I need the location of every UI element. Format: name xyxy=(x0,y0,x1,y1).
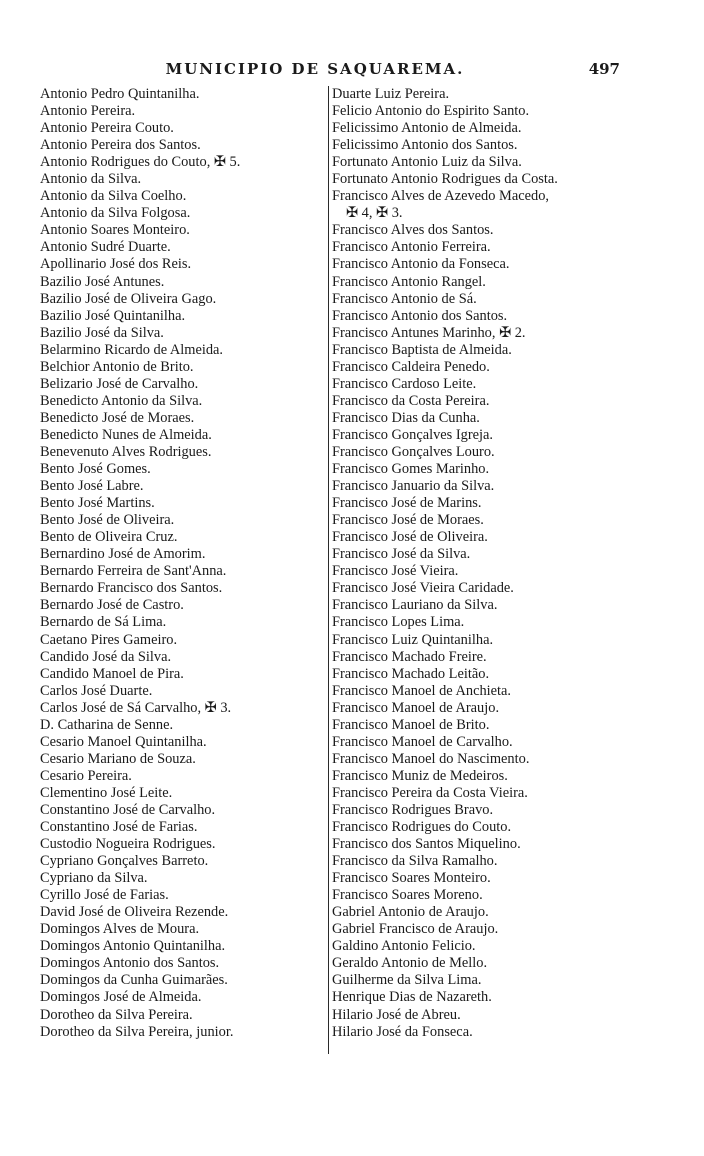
name-entry: Antonio Rodrigues do Couto, ✠ 5. xyxy=(40,154,241,171)
name-entry: Cypriano Gonçalves Barreto. xyxy=(40,853,209,870)
name-entry: Francisco Januario da Silva. xyxy=(332,478,495,495)
name-entry: Cesario Manoel Quintanilha. xyxy=(40,733,207,750)
name-entry: Domingos Alves de Moura. xyxy=(40,921,200,938)
name-entry: Constantino José de Carvalho. xyxy=(40,801,216,818)
name-entry: Francisco Lauriano da Silva. xyxy=(332,597,498,614)
name-entry: Gabriel Antonio de Araujo. xyxy=(332,904,489,921)
name-entry: Francisco Dias da Cunha. xyxy=(332,409,480,426)
name-entry: Francisco Caldeira Penedo. xyxy=(332,358,490,375)
name-entry: Felicio Antonio do Espirito Santo. xyxy=(332,103,530,120)
name-entry: Fortunato Antonio Rodrigues da Costa. xyxy=(332,171,558,188)
name-entry: Francisco José de Oliveira. xyxy=(332,529,488,546)
name-entry: Francisco Gonçalves Louro. xyxy=(332,443,495,460)
name-entry: Bento José Gomes. xyxy=(40,461,151,478)
name-entry: Francisco Gomes Marinho. xyxy=(332,461,490,478)
name-entry: Francisco da Silva Ramalho. xyxy=(332,853,498,870)
name-entry: Clementino José Leite. xyxy=(40,784,173,801)
name-entry: Francisco Manoel de Anchieta. xyxy=(332,682,512,699)
name-entry: Francisco Machado Leitão. xyxy=(332,665,490,682)
name-entry: Bazilio José Quintanilha. xyxy=(40,307,186,324)
name-entry: Antonio Soares Monteiro. xyxy=(40,222,190,239)
name-entry: Belchior Antonio de Brito. xyxy=(40,358,194,375)
name-entry: Francisco Machado Freire. xyxy=(332,648,487,665)
name-entry: Francisco Antonio dos Santos. xyxy=(332,307,508,324)
name-entry: Felicissimo Antonio de Almeida. xyxy=(332,120,522,137)
name-entry: Duarte Luiz Pereira. xyxy=(332,86,450,102)
name-entry: Felicissimo Antonio dos Santos. xyxy=(332,137,518,154)
name-entry: Francisco Soares Moreno. xyxy=(332,887,483,904)
name-entry: Antonio Pereira. xyxy=(40,103,136,120)
name-entry: Bernardo José de Castro. xyxy=(40,597,184,614)
name-entry: Francisco José de Moraes. xyxy=(332,512,484,529)
name-entry: Francisco Soares Monteiro. xyxy=(332,870,491,887)
name-entry: Francisco Alves dos Santos. xyxy=(332,222,494,239)
name-entry: Bento José Labre. xyxy=(40,478,144,495)
name-entry: Hilario José de Abreu. xyxy=(332,1006,461,1023)
name-entry: Francisco Manoel de Brito. xyxy=(332,716,490,733)
name-entry: Antonio Sudré Duarte. xyxy=(40,239,171,256)
name-entry: Dorotheo da Silva Pereira, junior. xyxy=(40,1023,234,1040)
name-entry: Francisco Manoel de Araujo. xyxy=(332,699,500,716)
name-entry: Galdino Antonio Felicio. xyxy=(332,938,476,955)
name-entry: Antonio da Silva Coelho. xyxy=(40,188,187,205)
name-entry: Antonio Pedro Quintanilha. xyxy=(40,86,200,102)
name-entry: Antonio Pereira dos Santos. xyxy=(40,137,201,154)
name-entry: Cyrillo José de Farias. xyxy=(40,887,169,904)
name-entry: Guilherme da Silva Lima. xyxy=(332,972,482,989)
name-entry: Dorotheo da Silva Pereira. xyxy=(40,1006,193,1023)
name-entry: Candido José da Silva. xyxy=(40,648,172,665)
name-entry: Bazilio José Antunes. xyxy=(40,273,165,290)
name-entry: Francisco Cardoso Leite. xyxy=(332,375,477,392)
name-entry: Domingos José de Almeida. xyxy=(40,989,202,1006)
name-entry: Domingos Antonio dos Santos. xyxy=(40,955,220,972)
name-entry: Bernardo de Sá Lima. xyxy=(40,614,167,631)
name-entry: D. Catharina de Senne. xyxy=(40,716,174,733)
page-number: 497 xyxy=(588,60,620,78)
name-entry: Bazilio José de Oliveira Gago. xyxy=(40,290,217,307)
name-entry: Hilario José da Fonseca. xyxy=(332,1023,473,1040)
name-entry: Francisco José Vieira. xyxy=(332,563,459,580)
name-entry: Cypriano da Silva. xyxy=(40,870,148,887)
name-entry: Domingos Antonio Quintanilha. xyxy=(40,938,226,955)
name-entry: Geraldo Antonio de Mello. xyxy=(332,955,488,972)
name-entry: Bento José Martins. xyxy=(40,495,155,512)
name-entry: Francisco Rodrigues do Couto. xyxy=(332,819,512,836)
column-divider xyxy=(328,86,329,1054)
name-entry: Francisco Luiz Quintanilha. xyxy=(332,631,494,648)
name-entry: Custodio Nogueira Rodrigues. xyxy=(40,836,216,853)
name-entry: David José de Oliveira Rezende. xyxy=(40,904,229,921)
name-entry: Benedicto José de Moraes. xyxy=(40,409,195,426)
name-entry: Caetano Pires Gameiro. xyxy=(40,631,178,648)
name-entry: Francisco Muniz de Medeiros. xyxy=(332,767,508,784)
name-entry: Francisco Antonio de Sá. xyxy=(332,290,477,307)
name-entry: Benedicto Nunes de Almeida. xyxy=(40,426,212,443)
name-entry: Francisco Rodrigues Bravo. xyxy=(332,801,494,818)
page-header xyxy=(0,58,704,80)
name-entry: Francisco José da Silva. xyxy=(332,546,471,563)
left-name-column xyxy=(40,86,320,1041)
name-entry: Gabriel Francisco de Araujo. xyxy=(332,921,499,938)
name-entry: Bento de Oliveira Cruz. xyxy=(40,529,178,546)
name-entry: Benevenuto Alves Rodrigues. xyxy=(40,443,212,460)
name-entry: Cesario Pereira. xyxy=(40,767,132,784)
name-entry: Candido Manoel de Pira. xyxy=(40,665,184,682)
name-entry: Francisco Baptista de Almeida. xyxy=(332,341,512,358)
name-entry: Carlos José Duarte. xyxy=(40,682,153,699)
name-entry: Francisco José de Marins. xyxy=(332,495,482,512)
name-entry: Apollinario José dos Reis. xyxy=(40,256,192,273)
name-entry: Antonio da Silva. xyxy=(40,171,142,188)
name-entry: Bento José de Oliveira. xyxy=(40,512,175,529)
name-entry: Bernardino José de Amorim. xyxy=(40,546,206,563)
name-entry: Francisco Antonio Rangel. xyxy=(332,273,486,290)
page-title: MUNICIPIO DE SAQUAREMA. xyxy=(165,60,465,78)
name-entry: Francisco Manoel de Carvalho. xyxy=(332,733,513,750)
name-entry: Bazilio José da Silva. xyxy=(40,324,164,341)
name-entry: Belizario José de Carvalho. xyxy=(40,375,199,392)
name-entry: Francisco Pereira da Costa Vieira. xyxy=(332,784,528,801)
name-entry: Francisco Lopes Lima. xyxy=(332,614,465,631)
name-entry: Francisco Manoel do Nascimento. xyxy=(332,750,530,767)
name-entry: Francisco Antunes Marinho, ✠ 2. xyxy=(332,324,526,341)
name-entry: Cesario Mariano de Souza. xyxy=(40,750,196,767)
name-entry: Francisco Gonçalves Igreja. xyxy=(332,426,494,443)
name-entry: Belarmino Ricardo de Almeida. xyxy=(40,341,224,358)
name-entry: Francisco dos Santos Miquelino. xyxy=(332,836,521,853)
name-entry: Benedicto Antonio da Silva. xyxy=(40,392,203,409)
name-entry: Carlos José de Sá Carvalho, ✠ 3. xyxy=(40,699,232,716)
name-entry: Antonio da Silva Folgosa. xyxy=(40,205,191,222)
name-entry: Constantino José de Farias. xyxy=(40,819,198,836)
name-entry: Francisco Alves de Azevedo Macedo, xyxy=(332,188,549,205)
name-entry: Henrique Dias de Nazareth. xyxy=(332,989,492,1006)
name-entry: ✠ 4, ✠ 3. xyxy=(346,205,403,222)
name-entry: Francisco Antonio da Fonseca. xyxy=(332,256,510,273)
name-entry: Fortunato Antonio Luiz da Silva. xyxy=(332,154,522,171)
name-entry: Francisco da Costa Pereira. xyxy=(332,392,490,409)
name-entry: Domingos da Cunha Guimarães. xyxy=(40,972,228,989)
name-entry: Bernardo Ferreira de Sant'Anna. xyxy=(40,563,227,580)
name-entry: Francisco Antonio Ferreira. xyxy=(332,239,491,256)
name-entry: Bernardo Francisco dos Santos. xyxy=(40,580,223,597)
name-entry: Antonio Pereira Couto. xyxy=(40,120,174,137)
right-name-column xyxy=(332,86,632,1041)
name-entry: Francisco José Vieira Caridade. xyxy=(332,580,514,597)
